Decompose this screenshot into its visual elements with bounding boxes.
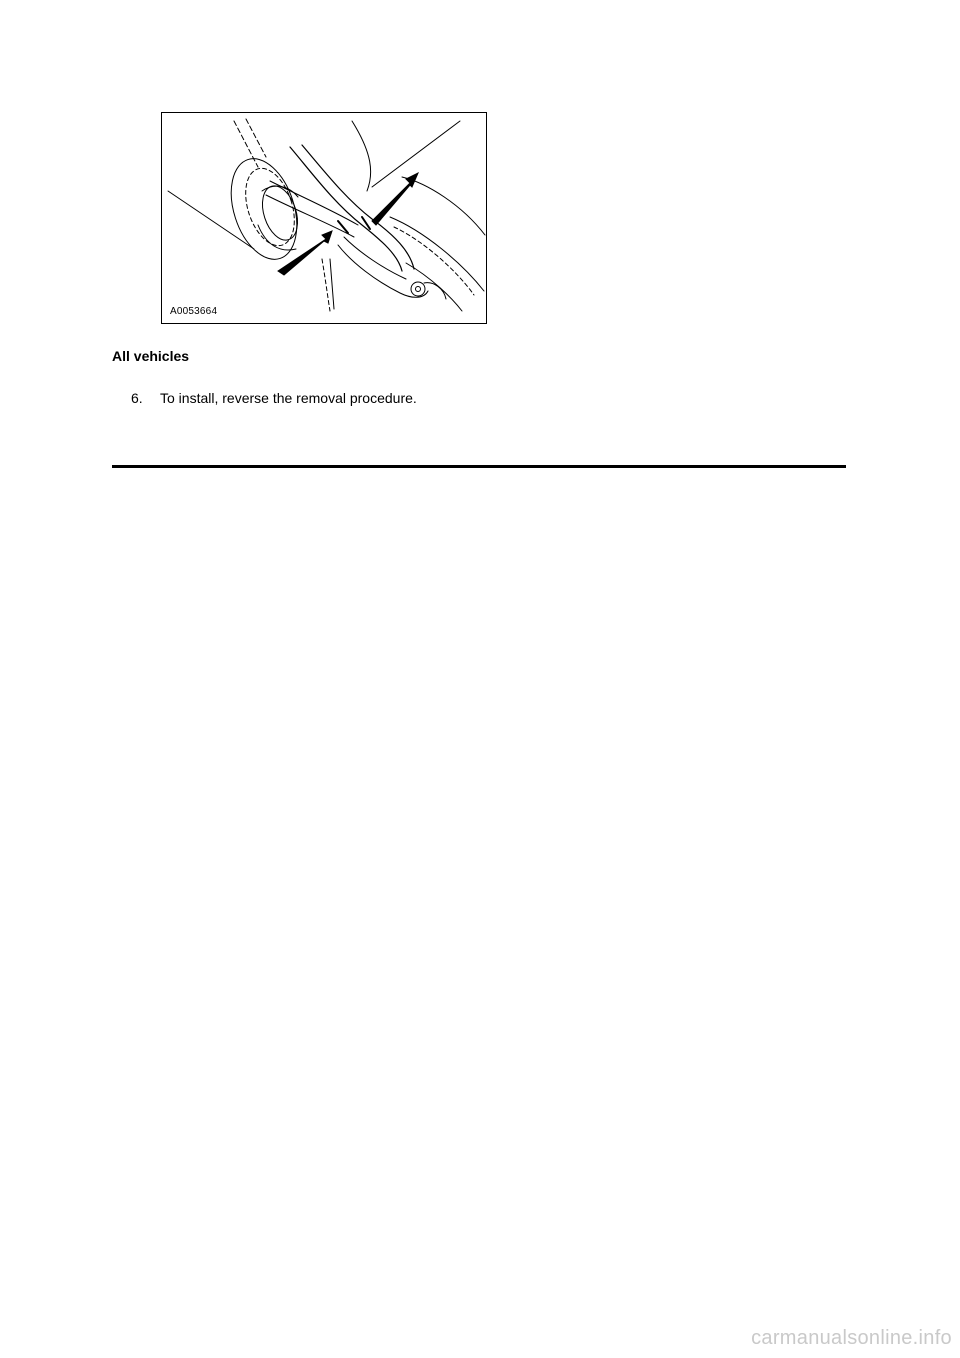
step-number: 6.	[131, 390, 143, 406]
watermark: carmanualsonline.info	[751, 1327, 952, 1349]
upper-arrow-icon	[372, 173, 418, 225]
section-heading: All vehicles	[112, 348, 190, 364]
figure-code: A0053664	[170, 306, 218, 317]
procedure-step	[131, 390, 417, 407]
hose-clamp-illustration	[162, 113, 487, 324]
illustration-figure	[161, 112, 487, 324]
section-divider	[112, 465, 846, 468]
step-text: To install, reverse the removal procedure.	[160, 390, 417, 406]
